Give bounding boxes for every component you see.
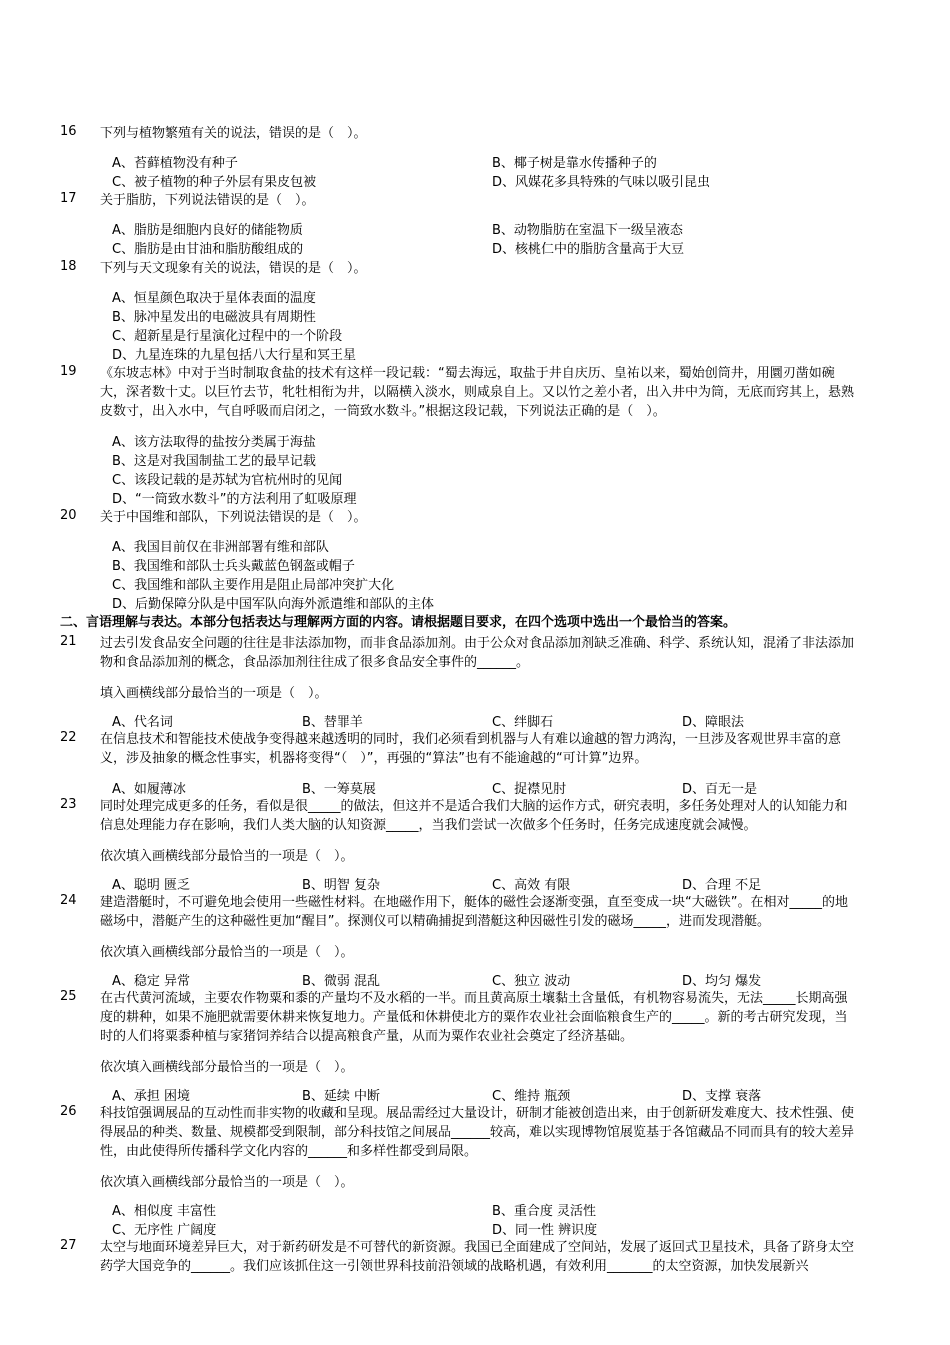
sub-prompt: 依次填入画横线部分最恰当的一项是（ ）。 <box>100 849 354 864</box>
option-c[interactable]: C、独立 波动 <box>492 974 571 989</box>
option-a[interactable]: A、恒星颜色取决于星体表面的温度 <box>112 291 316 306</box>
question-text: 关于脂肪，下列说法错误的是（ ）。 <box>100 193 315 208</box>
option-d[interactable]: D、核桃仁中的脂肪含量高于大豆 <box>492 242 685 257</box>
question-text: 同时处理完成更多的任务，看似是很_____的做法，但这并不是适合我们大脑的运作方式，研究表明，多任务处理对人的认知能力和信息处理能力存在影响，我们人类大脑的认知资源_____，当我们尝试一次做多个任务时，任务完成速度就会减慢。 <box>100 799 848 833</box>
option-a[interactable]: A、我国目前仅在非洲部署有维和部队 <box>112 540 329 555</box>
option-b[interactable]: B、微弱 混乱 <box>302 974 381 989</box>
option-a[interactable]: A、如履薄冰 <box>112 782 186 797</box>
option-a[interactable]: A、该方法取得的盐按分类属于海盐 <box>112 435 316 450</box>
question-number: 23 <box>60 797 77 812</box>
option-b[interactable]: B、我国维和部队士兵头戴蓝色钢盔或帽子 <box>112 559 355 574</box>
option-c[interactable]: C、绊脚石 <box>492 715 554 730</box>
option-d[interactable]: D、支撑 衰落 <box>682 1089 762 1104</box>
option-c[interactable]: C、无序性 广阔度 <box>112 1223 217 1238</box>
option-d[interactable]: D、百无一是 <box>682 782 758 797</box>
question-number: 17 <box>60 191 77 206</box>
question-text: 过去引发食品安全问题的往往是非法添加物，而非食品添加剂。由于公众对食品添加剂缺乏准确、科学、系统认知，混淆了非法添加物和食品添加剂的概念，食品添加剂往往成了很多食品安全事件的______。 <box>100 636 855 670</box>
question-text: 在古代黄河流域，主要农作物粟和黍的产量均不及水稻的一半。而且黄高原土壤黏土含量低，有机物容易流失，无法_____长期高强度的耕种，如果不施肥就需要休耕来恢复地力。产量低和休耕使北方的粟作农业社会面临粮食生产的_____。新的考古研究发现，当时的人们将粟黍种植与家猪饲养结合以提高粮食产量，从而为粟作农业社会奠定了经济基础。 <box>100 991 848 1044</box>
question-text: 下列与植物繁殖有关的说法，错误的是（ ）。 <box>100 126 367 141</box>
option-c[interactable]: C、超新星是行星演化过程中的一个阶段 <box>112 329 343 344</box>
option-b[interactable]: B、这是对我国制盐工艺的最早记载 <box>112 454 316 469</box>
option-b[interactable]: B、明智 复杂 <box>302 878 381 893</box>
option-b[interactable]: B、椰子树是靠水传播种子的 <box>492 156 657 171</box>
option-a[interactable]: A、稳定 异常 <box>112 974 191 989</box>
sub-prompt: 填入画横线部分最恰当的一项是（ ）。 <box>100 686 328 701</box>
question-number: 24 <box>60 893 77 908</box>
question-number: 21 <box>60 634 77 649</box>
option-a[interactable]: A、脂肪是细胞内良好的储能物质 <box>112 223 303 238</box>
option-d[interactable]: D、九星连珠的九星包括八大行星和冥王星 <box>112 348 357 363</box>
sub-prompt: 依次填入画横线部分最恰当的一项是（ ）。 <box>100 945 354 960</box>
question-number: 20 <box>60 508 77 523</box>
question-number: 26 <box>60 1104 77 1119</box>
question-number: 18 <box>60 259 77 274</box>
option-c[interactable]: C、高效 有限 <box>492 878 571 893</box>
option-b[interactable]: B、脉冲星发出的电磁波具有周期性 <box>112 310 316 325</box>
option-a[interactable]: A、相似度 丰富性 <box>112 1204 217 1219</box>
option-d[interactable]: D、合理 不足 <box>682 878 762 893</box>
option-c[interactable]: C、我国维和部队主要作用是阻止局部冲突扩大化 <box>112 578 395 593</box>
option-c[interactable]: C、该段记载的是苏轼为官杭州时的见闻 <box>112 473 343 488</box>
question-text: 建造潜艇时，不可避免地会使用一些磁性材料。在地磁作用下，艇体的磁性会逐渐变强，直至变成一块“大磁铁”。在相对_____的地磁场中，潜艇产生的这种磁性更加“醒目”。探测仪可以精确捕捉到潜艇这种因磁性引发的磁场_____，进而发现潜艇。 <box>100 895 848 929</box>
sub-prompt: 依次填入画横线部分最恰当的一项是（ ）。 <box>100 1060 354 1075</box>
option-c[interactable]: C、脂肪是由甘油和脂肪酸组成的 <box>112 242 304 257</box>
question-text: 下列与天文现象有关的说法，错误的是（ ）。 <box>100 261 367 276</box>
sub-prompt: 依次填入画横线部分最恰当的一项是（ ）。 <box>100 1175 354 1190</box>
question-text: 在信息技术和智能技术使战争变得越来越透明的同时，我们必须看到机器与人有难以逾越的智力鸿沟，一旦涉及客观世界丰富的意义，涉及抽象的概念性事实，机器将变得“（ ）”，再强的“算法”也有不能逾越的“可计算”边界。 <box>100 732 842 766</box>
option-c[interactable]: C、捉襟见肘 <box>492 782 567 797</box>
question-text: 太空与地面环境差异巨大，对于新药研发是不可替代的新资源。我国已全面建成了空间站，发展了返回式卫星技术，具备了跻身太空药学大国竞争的______。我们应该抓住这一引领世界科技前沿领域的战略机遇，有效利用_______的太空资源，加快发展新兴 <box>100 1240 855 1274</box>
option-d[interactable]: D、同一性 辨识度 <box>492 1223 598 1238</box>
question-number: 19 <box>60 364 77 379</box>
option-b[interactable]: B、重合度 灵活性 <box>492 1204 597 1219</box>
question-number: 25 <box>60 989 77 1004</box>
option-a[interactable]: A、代名词 <box>112 715 173 730</box>
option-d[interactable]: D、“一筒致水数斗”的方法利用了虹吸原理 <box>112 492 357 507</box>
option-d[interactable]: D、风媒花多具特殊的气味以吸引昆虫 <box>492 175 711 190</box>
option-d[interactable]: D、障眼法 <box>682 715 745 730</box>
option-d[interactable]: D、后勤保障分队是中国军队向海外派遣维和部队的主体 <box>112 597 435 612</box>
question-text: 《东坡志林》中对于当时制取食盐的技术有这样一段记载：“蜀去海远，取盐于井自庆历、皇祐以来，蜀始创筒井，用圜刃凿如碗大，深者数十丈。以巨竹去节，牝牡相衔为井，以隔横入淡水，则咸泉自上。又以竹之差小者，出入井中为筒，无底而窍其上，悬熟皮数寸，出入水中，气自呼吸而启闭之，一筒致水数斗。”根据这段记载，下列说法正确的是（ ）。 <box>100 366 855 419</box>
option-c[interactable]: C、被子植物的种子外层有果皮包被 <box>112 175 317 190</box>
question-number: 22 <box>60 730 77 745</box>
option-a[interactable]: A、承担 困境 <box>112 1089 191 1104</box>
option-b[interactable]: B、动物脂肪在室温下一级呈液态 <box>492 223 683 238</box>
question-number: 27 <box>60 1238 77 1253</box>
option-b[interactable]: B、替罪羊 <box>302 715 363 730</box>
question-number: 16 <box>60 124 77 139</box>
option-c[interactable]: C、维持 瓶颈 <box>492 1089 571 1104</box>
section-title: 二、言语理解与表达。本部分包括表达与理解两方面的内容。请根据题目要求，在四个选项中选出一个最恰当的答案。 <box>60 615 737 630</box>
option-d[interactable]: D、均匀 爆发 <box>682 974 762 989</box>
option-b[interactable]: B、延续 中断 <box>302 1089 381 1104</box>
option-a[interactable]: A、聪明 匮乏 <box>112 878 191 893</box>
option-a[interactable]: A、苔藓植物没有种子 <box>112 156 238 171</box>
option-b[interactable]: B、一筹莫展 <box>302 782 376 797</box>
question-text: 关于中国维和部队，下列说法错误的是（ ）。 <box>100 510 367 525</box>
question-text: 科技馆强调展品的互动性而非实物的收藏和呈现。展品需经过大量设计，研制才能被创造出来，由于创新研发难度大、技术性强、使得展品的种类、数量、规模都受到限制，部分科技馆之间展品______较高，难以实现博物馆展览基于各馆藏品不同而具有的较大差异性，由此使得所传播科学文化内容的______和多样性都受到局限。 <box>100 1106 855 1159</box>
